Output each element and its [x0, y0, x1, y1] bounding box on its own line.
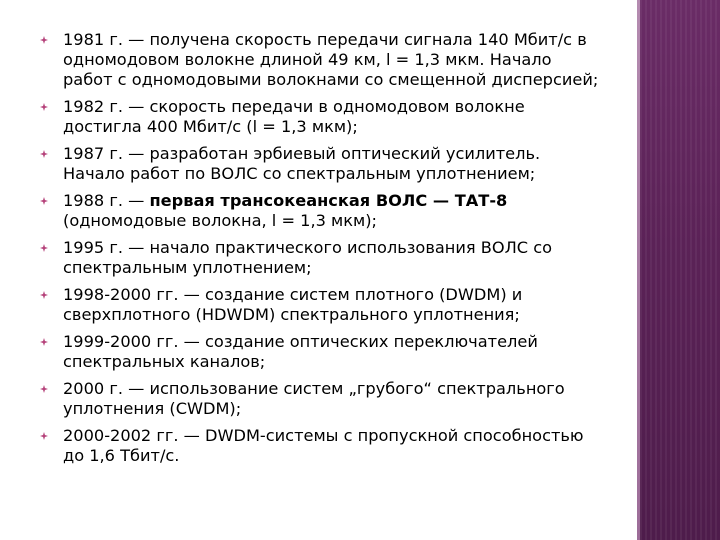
list-item-suffix: (одномодовые волокна, l = 1,3 мкм);	[63, 211, 378, 230]
list-item	[40, 332, 600, 372]
list-item	[40, 285, 600, 325]
list-item	[40, 144, 600, 184]
list-item-text: 2000 г. — использование систем „грубого“ спектрального уплотнения (CWDM);	[63, 379, 565, 418]
list-item	[40, 30, 600, 90]
four-point-star-icon	[40, 197, 48, 205]
four-point-star-icon	[40, 36, 48, 44]
list-item	[40, 379, 600, 419]
four-point-star-icon	[40, 244, 48, 252]
four-point-star-icon	[40, 385, 48, 393]
list-item	[40, 238, 600, 278]
list-item-prefix: 1988 г. —	[63, 191, 150, 210]
list-item-text: 1982 г. — скорость передачи в одномодовом волокне достигла 400 Мбит/с (l = 1,3 мкм);	[63, 97, 525, 136]
list-item-highlight: первая трансокеанская ВОЛС — ТАТ-8	[149, 191, 508, 210]
four-point-star-icon	[40, 103, 48, 111]
list-item	[40, 426, 600, 466]
list-item-text: 1981 г. — получена скорость передачи сигнала 140 Мбит/с в одномодовом волокне длиной 49 км, l = 1,3 мкм. Начало работ с одномодовыми волокнами со смещенной дисперсией;	[63, 30, 599, 89]
decorative-side-panel	[640, 0, 720, 540]
four-point-star-icon	[40, 150, 48, 158]
slide-body	[40, 30, 600, 473]
list-item-text: 1995 г. — начало практического использования ВОЛС со спектральным уплотнением;	[63, 238, 553, 277]
timeline-list	[40, 30, 600, 466]
list-item	[40, 191, 600, 231]
four-point-star-icon	[40, 432, 48, 440]
list-item-text: 2000-2002 гг. — DWDM-системы с пропускной способностью до 1,6 Тбит/с.	[63, 426, 584, 465]
four-point-star-icon	[40, 291, 48, 299]
list-item-text: 1998-2000 гг. — создание систем плотного (DWDM) и сверхплотного (HDWDM) спектрального уплотнения;	[63, 285, 523, 324]
list-item-text: 1999-2000 гг. — создание оптических переключателей спектральных каналов;	[63, 332, 538, 371]
list-item-text: 1987 г. — разработан эрбиевый оптический усилитель. Начало работ по ВОЛС со спектральным уплотнением;	[63, 144, 541, 183]
four-point-star-icon	[40, 338, 48, 346]
list-item	[40, 97, 600, 137]
